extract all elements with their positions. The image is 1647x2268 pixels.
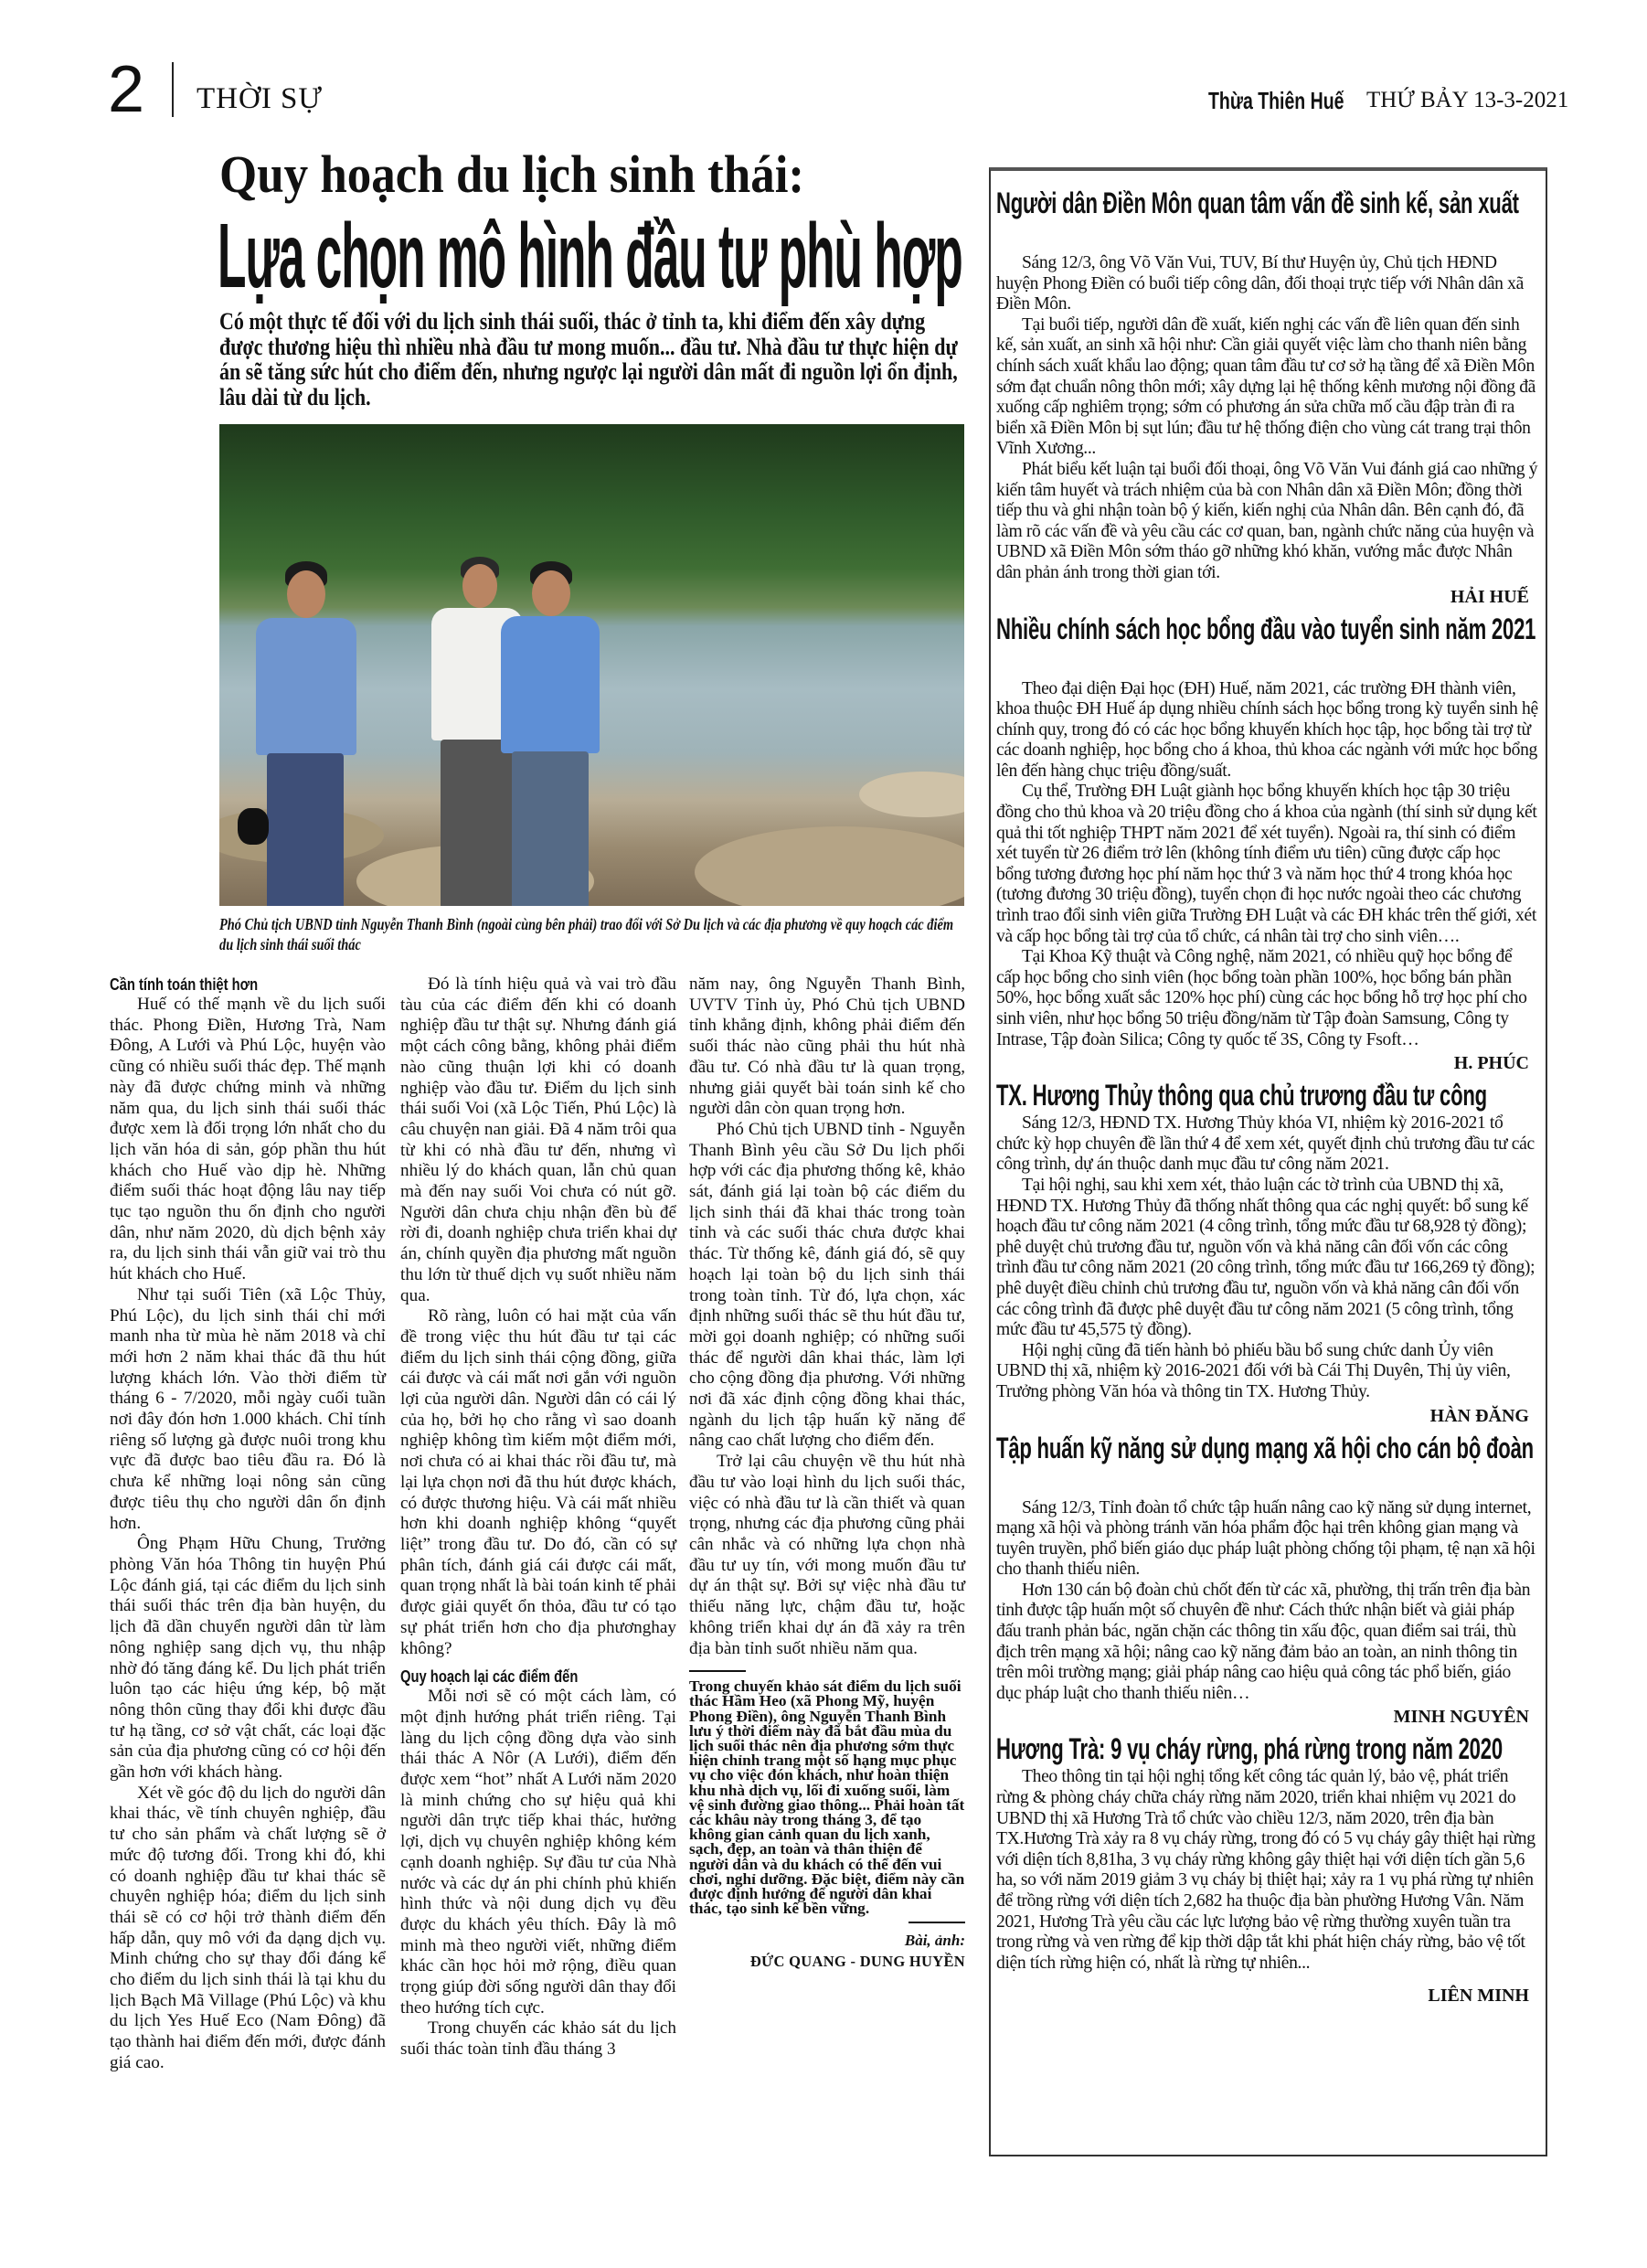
kicker-text: Quy hoạch du lịch sinh thái: xyxy=(219,144,805,204)
article-photo xyxy=(219,424,964,906)
paragraph: Mỗi nơi sẽ có một cách làm, có một định hướng phát triển riêng. Tại làng du lịch cộng đồng dựa vào sinh thái thác A Nôr (A Lưới), điểm đến được xem “hot” nhất A Lưới năm 2020 là minh chứng cho sự hiệu quả khi người dân trực tiếp khai thác, hưởng lợi, dịch vụ chuyên nghiệp không kém cạnh doanh nghiệp. Sự đầu tư của Nhà nước và các dự án phi chính phủ khiến hình thức và nội dung dịch vụ đều được du khách yêu thích. Đây là mô minh mà theo người viết, những điểm khác cần học hỏi mở rộng, điều quan trọng giúp đời sống người dân thay đổi theo hướng tích cực. xyxy=(400,1687,676,2018)
paragraph: Như tại suối Tiên (xã Lộc Thủy, Phú Lộc), du lịch sinh thái chỉ mới manh nha từ mùa hè năm 2018 và chỉ mới hơn 2 năm khai thác đã thu hút lượng khách lớn. Vào thời điểm từ tháng 6 - 7/2020, mỗi ngày cuối tuần nơi đây đón hơn 1.000 khách. Chỉ tính riêng số lượng gà được nuôi trong khu vực đã được bao tiêu đầu ra. Đó là chưa kể những loại nông sản cũng được tiêu thụ cho người dân ổn định hơn. xyxy=(110,1284,386,1533)
brief-author: LIÊN MINH xyxy=(1428,1986,1529,2007)
news-brief-box xyxy=(989,167,1547,2156)
paragraph: Sáng 12/3, ông Võ Văn Vui, TUV, Bí thư Huyện ủy, Chủ tịch HĐND huyện Phong Điền có buổi tiếp công dân, đối thoại trực tiếp với Nhân dân xã Điền Môn. xyxy=(996,253,1524,314)
caption-text: Phó Chủ tịch UBND tỉnh Nguyễn Thanh Bình (ngoài cùng bên phải) trao đổi với Sở Du lịch và các địa phương về quy hoạch các điểm du lịch sinh thái suối thác xyxy=(219,915,954,953)
paragraph: Theo đại diện Đại học (ĐH) Huế, năm 2021, các trường ĐH thành viên, khoa thuộc ĐH Huế áp dụng nhiều chính sách học bổng trong kỳ tuyển sinh hệ chính quy, trong đó có các học bổng khuyến khích học tập, học bổng tài trợ từ các doanh nghiệp, học bổng cho á khoa, thủ khoa các ngành với mức học bổng lên đến hàng chục triệu đồng/suất. xyxy=(996,678,1538,781)
article-kicker xyxy=(219,146,804,203)
brief-author: H. PHÚC xyxy=(1453,1053,1529,1074)
paragraph: Sáng 12/3, Tỉnh đoàn tổ chức tập huấn nâng cao kỹ năng sử dụng internet, mạng xã hội và phòng tránh văn hóa phẩm độc hại trên không gian mạng và tuyên truyền, phổ biến giáo dục pháp luật phòng chống tội phạm, tệ nạn xã hội cho thanh thiếu niên. xyxy=(996,1497,1535,1580)
highlight-note: Trong chuyến khảo sát điểm du lịch suối thác Hầm Heo (xã Phong Mỹ, huyện Phong Điền), ông Nguyễn Thanh Bình lưu ý thời điểm này đã bắt đầu mùa du lịch suối thác nên địa phương sớm thực hiện chỉnh trang một số hạng mục phục vụ cho việc đón khách, như hoàn thiện khu nhà dịch vụ, lối đi xuống suối, làm vệ sinh đường giao thông... Phải hoàn tất các khâu này trong tháng 3, để tạo không gian cảnh quan du lịch xanh, sạch, đẹp, an toàn và thân thiện để người dân và du khách có thể đến vui chơi, nghỉ dưỡng. Đặc biệt, điểm này cần được định hướng để người dân khai thác, tạo sinh kế bền vững. xyxy=(689,1677,965,1918)
brief-author: HẢI HUẾ xyxy=(1450,586,1529,607)
subhead xyxy=(110,974,386,995)
article-lead xyxy=(219,309,964,410)
brief-article xyxy=(996,613,1538,1077)
photo-caption xyxy=(219,914,964,954)
paragraph: Hội nghị cũng đã tiến hành bỏ phiếu bầu bổ sung chức danh Ủy viên UBND thị xã, nhiệm kỳ 2016-2021 đối với bà Cái Thị Duyên, Thị ủy viên, Trưởng phòng Văn hóa và thông tin TX. Hương Thủy. xyxy=(996,1340,1511,1401)
brief-author: MINH NGUYÊN xyxy=(1393,1707,1529,1728)
paragraph: Theo thông tin tại hội nghị tổng kết công tác quản lý, bảo vệ, phát triển rừng & phòng cháy chữa cháy rừng năm 2020, triển khai nhiệm vụ 2021 do UBND thị xã Hương Trà tổ chức vào chiều 12/3, năm 2020, trên địa bàn TX.Hương Trà xảy ra 8 vụ cháy rừng, trong đó có 5 vụ cháy gây thiệt hại rừng với diện tích 8,81ha, 3 vụ cháy rừng không gây thiệt hại với diện tích gần 5,6 ha, so với năm 2019 giảm 3 vụ cháy bị thiệt hại; xảy ra 1 vụ phá rừng tự nhiên để trồng rừng với diện tích 2,682 ha thuộc địa bàn phường Hương Vân. Năm 2021, Hương Trà yêu cầu các lực lượng bảo vệ rừng thường xuyên tuần tra trong rừng và ven rừng để kịp thời dập tắt khi phát hiện cháy rừng, bảo vệ tốt diện tích rừng hiện có, nhất là rừng tự nhiên... xyxy=(996,1767,1535,1973)
article-column-3 xyxy=(689,974,965,1973)
brief-title: Nhiều chính sách học bổng đầu vào tuyển sinh năm 2021 xyxy=(996,612,1536,645)
brief-author: HÀN ĐĂNG xyxy=(1429,1405,1529,1426)
person-right xyxy=(494,561,603,906)
paragraph: Xét về góc độ du lịch do người dân khai thác, về tính chuyên nghiệp, đầu tư cho sản phẩm và chất lượng sẽ ở mức độ tương đối. Trong khi đó, khi có doanh nghiệp đầu tư khai thác sẽ chuyên nghiệp hóa; điểm du lịch sinh thái sẽ có cơ hội trở thành điểm đến hấp dẫn, quy mô với đa dạng dịch vụ. Minh chứng cho sự thay đổi đáng kể cho điểm du lịch sinh thái là tại khu du lịch Bạch Mã Village (Phú Lộc) và khu du lịch Yes Huế Eco (Nam Đông) đã tạo thành hai điểm đến mới, được đánh giá cao. xyxy=(110,1783,386,2072)
brief-article xyxy=(996,1432,1538,1730)
subhead-text: Quy hoạch lại các điểm đến xyxy=(400,1667,579,1687)
brief-title: Tập huấn kỹ năng sử dụng mạng xã hội cho cán bộ đoàn xyxy=(996,1431,1534,1464)
paragraph: Đó là tính hiệu quả và vai trò đầu tàu của các điểm đến khi có doanh nghiệp đầu tư thật sự. Nhưng đánh giá một cách công bằng, không phải điểm nào cũng thuận lợi khi có doanh nghiệp vào đầu tư. Điểm du lịch sinh thái suối Voi (xã Lộc Tiến, Phú Lộc) là câu chuyện nan giải. Đã 4 năm trôi qua từ khi có nhà đầu tư đến, nhưng vì nhiều lý do khách quan, lẫn chủ quan mà đến nay suối Voi chưa có nút gỡ. Người dân chưa chịu nhận đền bù để rời đi, doanh nghiệp chưa triển khai dự án, chính quyền địa phương mất nguồn thu lớn từ thuế dịch vụ suốt nhiều năm qua. xyxy=(400,974,676,1305)
paragraph: Trở lại câu chuyện về thu hút nhà đầu tư vào loại hình du lịch suối thác, việc có nhà đầu tư là cần thiết và quan trọng, nhưng các địa phương cũng phải cân nhắc và có những lựa chọn nhà đầu tư uy tín, với mong muốn đầu tư dự án thật sự. Bởi sự việc nhà đầu tư thiếu năng lực, chậm đầu tư, hoặc không triển khai dự án đã xảy ra trên địa bàn tỉnh suốt nhiều năm qua. xyxy=(689,1452,965,1658)
page-number: 2 xyxy=(108,53,145,126)
paragraph: Sáng 12/3, HĐND TX. Hương Thủy khóa VI, nhiệm kỳ 2016-2021 tổ chức kỳ họp chuyên đề lần thứ 4 để xem xét, quyết định chủ trương đầu tư các công trình, dự án thuộc danh mục đầu tư công năm 2021. xyxy=(996,1113,1535,1175)
brief-article xyxy=(996,1733,1538,2008)
brief-title: Hương Trà: 9 vụ cháy rừng, phá rừng trong năm 2020 xyxy=(996,1732,1503,1766)
person-left xyxy=(238,561,366,906)
brief-title: Người dân Điền Môn quan tâm vấn đề sinh kế, sản xuất xyxy=(996,186,1519,219)
paragraph: Tại hội nghị, sau khi xem xét, thảo luận các tờ trình của UBND thị xã, HĐND TX. Hương Thủy đã thống nhất thông qua các nghị quyết: bổ sung kế hoạch đầu tư công năm 2021 (4 công trình, tổng mức đầu tư 68,928 tỷ đồng); phê duyệt chủ trương đầu tư, nguồn vốn và khả năng cân đối vốn các công trình đầu tư công năm 2021 (20 công trình, tổng mức đầu tư 166,269 tỷ đồng); phê duyệt điều chỉnh chủ trương đầu tư, nguồn vốn và khả năng cân đối vốn các công trình đã được phê duyệt đầu tư công năm 2021 (5 công trình, tổng mức đầu tư 45,575 tỷ đồng). xyxy=(996,1175,1535,1340)
paragraph: Tại buổi tiếp, người dân đề xuất, kiến nghị các vấn đề liên quan đến sinh kế, sản xuất, an sinh xã hội như: Cần giải quyết việc làm cho thanh niên bằng chính sách xuất khẩu lao động; quan tâm đầu tư cơ sở hạ tầng để xã Điền Môn sớm đạt chuẩn nông thôn mới; xây dựng lại hệ thống kênh mương nội đồng đã xuống cấp nghiêm trọng; sớm có phương án sửa chữa mố cầu đập tràn đi ra biển xã Điền Môn bị sụt lún; đầu tư hệ thống điện cho vùng cát trang trại thôn Vĩnh Xương... xyxy=(996,314,1536,459)
article-column-2 xyxy=(400,974,676,2060)
subhead-text: Cần tính toán thiệt hơn xyxy=(110,975,259,994)
subhead xyxy=(400,1666,676,1687)
lead-text: Có một thực tế đối với du lịch sinh thái suối, thác ở tỉnh ta, khi điểm đến xây dựng được thương hiệu thì nhiều nhà đầu tư mong muốn... đầu tư. Nhà đầu tư thực hiện dự án sẽ tăng sức hút cho điểm đến, nhưng ngược lại người dân mất đi nguồn lợi ổn định, lâu dài từ du lịch. xyxy=(219,308,958,410)
section-name: THỜI SỰ xyxy=(197,82,324,115)
headline-text: Lựa chọn mô hình đầu tư phù hợp xyxy=(218,205,962,307)
issue-date: THỨ BẢY 13-3-2021 xyxy=(1366,88,1569,112)
paragraph: Phó Chủ tịch UBND tỉnh - Nguyễn Thanh Bình yêu cầu Sở Du lịch phối hợp với các địa phương thống kê, khảo sát, đánh giá lại toàn bộ các điểm du lịch sinh thái đã khai thác trong toàn tỉnh và các suối thác chưa được khai thác. Từ thống kê, đánh giá đó, sẽ quy hoạch lại toàn bộ du lịch sinh thái trong toàn tỉnh. Từ đó, lựa chọn, xác định những suối thác sẽ thu hút đầu tư, mời gọi doanh nghiệp; có những suối thác để người dân khai thác, làm lợi cho cộng đồng địa phương. Với những nơi đã xác định cộng đồng khai thác, ngành du lịch tập huấn kỹ năng để nâng cao chất lượng cho điểm đến. xyxy=(689,1119,965,1451)
brief-article xyxy=(996,1080,1538,1428)
paragraph: Ông Phạm Hữu Chung, Trưởng phòng Văn hóa Thông tin huyện Phú Lộc đánh giá, tại các điểm du lịch sinh thái suối thác trên địa bàn huyện, du lịch đã dần chuyển người dân từ làm nông nghiệp sang dịch vụ, thu nhập nhờ đó tăng đáng kể. Du lịch phát triển luôn tạo các hiệu ứng kép, bộ mặt nông thôn cũng thay đổi khi được đầu tư hạ tầng, cơ sở vật chất, các loại đặc sản của địa phương cũng có cơ hội đến gần hơn với khách hàng. xyxy=(110,1534,386,1783)
byline-authors: ĐỨC QUANG - DUNG HUYỀN xyxy=(749,1953,965,1971)
paragraph: Tại Khoa Kỹ thuật và Công nghệ, năm 2021, có nhiều quỹ học bổng để cấp học bổng cho sinh viên (học bổng toàn phần 100%, học bổng bán phần 50%, học bổng xuất sắc 120% học phí) cùng các học bổng hỗ trợ học phí cho sinh viên, như học bổng 50 triệu đồng/năm từ Tập đoàn Samsung, Công ty Intrase, Tập đoàn Silica; Công ty quốc tế 3S, Công ty Fsoft… xyxy=(996,947,1527,1049)
paragraph: Hơn 130 cán bộ đoàn chủ chốt đến từ các xã, phường, thị trấn trên địa bàn tỉnh được tập huấn một số chuyên đề như: Cách thức nhận biết và giải pháp đấu tranh phản bác, ngăn chặn các thông tin xấu độc, quan điểm sai trái, thù địch trên mạng xã hội; nâng cao kỹ năng đảm bảo an toàn, an ninh thông tin trên môi trường mạng; giải pháp nâng cao hiệu quả công tác phổ biến, giáo dục pháp luật cho thanh thiếu niên… xyxy=(996,1580,1531,1703)
brief-title: TX. Hương Thủy thông qua chủ trương đầu tư công xyxy=(996,1079,1487,1113)
paragraph: Cụ thể, Trường ĐH Luật giành học bổng khuyến khích học tập 30 triệu đồng cho thủ khoa và 20 triệu đồng cho á khoa của ngành (thí sinh sử dụng kết quả thi tốt nghiệp THPT năm 2021 để xét tuyển). Ngoài ra, thí sinh có điểm xét tuyển từ 26 điểm trở lên (không tính điểm ưu tiên) cũng được cấp học bổng tương đương học phí năm học thứ 3 và năm học thứ 4 trong khóa học (tương đương 30 triệu đồng), tuyển chọn đi học nước ngoài theo các chương trình trao đổi sinh viên giữa Trường ĐH Luật và các ĐH khác trên thế giới, xét và cấp học bổng tài trợ của tổ chức, cá nhân tài trợ cho sinh viên…. xyxy=(996,782,1537,946)
newspaper-name: Thừa Thiên Huế xyxy=(1208,87,1344,114)
divider xyxy=(689,1670,746,1672)
divider xyxy=(909,1922,965,1923)
paragraph: Huế có thế mạnh về du lịch suối thác. Phong Điền, Hương Trà, Nam Đông, A Lưới và Phú Lộc, huyện vào cũng có nhiều suối thác đẹp. Thế mạnh này đã được chứng minh và những năm qua, du lịch sinh thái suối thác được xem là đối trọng lớn nhất cho du lịch văn hóa di sản, góp phần thu hút khách cho Huế vào dịp hè. Những điểm suối thác hoạt động lâu nay tiếp tục tạo nguồn thu ổn định cho người dân, như năm 2020, dù dịch bệnh xảy ra, du lịch sinh thái vẫn giữ vai trò thu hút khách cho Huế. xyxy=(110,995,386,1284)
article-headline xyxy=(218,206,962,306)
paragraph: năm nay, ông Nguyễn Thanh Bình, UVTV Tỉnh ủy, Phó Chủ tịch UBND tỉnh khẳng định, không phải điểm đến suối thác nào cũng phải thu hút nhà đầu tư. Có nhà đầu tư là quan trọng, nhưng giải quyết bài toán sinh kế cho người dân còn quan trọng hơn. xyxy=(689,974,965,1119)
article-column-1 xyxy=(110,974,386,2074)
paragraph: Rõ ràng, luôn có hai mặt của vấn đề trong việc thu hút đầu tư tại các điểm du lịch sinh thái cộng đồng, giữa cái được và cái mất nơi gắn với nguồn lợi của người dân. Người dân có cái lý của họ, bởi họ cho rằng vì sao doanh nghiệp không tìm kiếm một điểm mới, nơi chưa có ai khai thác rồi đầu tư, mà lại lựa chọn nơi đã thu hút được khách, có được thương hiệu. Và cái mất nhiều hơn khi doanh nghiệp không “quyết liệt” trong đầu tư. Do đó, cần có sự phân tích, đánh giá cái được cái mất, quan trọng nhất là bài toán kinh tế phải được giải quyết ổn thỏa, đầu tư có tạo sự phát triển hơn cho địa phươnghay không? xyxy=(400,1306,676,1658)
paragraph: Trong chuyến các khảo sát du lịch suối thác toàn tỉnh đầu tháng 3 xyxy=(400,2018,676,2060)
byline-label: Bài, ảnh: xyxy=(904,1932,965,1950)
brief-article xyxy=(996,187,1538,610)
paragraph: Phát biểu kết luận tại buổi đối thoại, ông Võ Văn Vui đánh giá cao những ý kiến tâm huyết và trách nhiệm của bà con Nhân dân xã Điền Môn; đồng thời tiếp thu và ghi nhận toàn bộ ý kiến, kiến nghị của Nhân dân. Bên cạnh đó, đã làm rõ các vấn đề và yêu cầu các cơ quan, ban, ngành chức năng của huyện và UBND xã Điền Môn sớm tháo gỡ những khó khăn, vướng mắc được Nhân dân phản ánh trong thời gian tới. xyxy=(996,459,1538,582)
header-divider xyxy=(172,62,174,117)
